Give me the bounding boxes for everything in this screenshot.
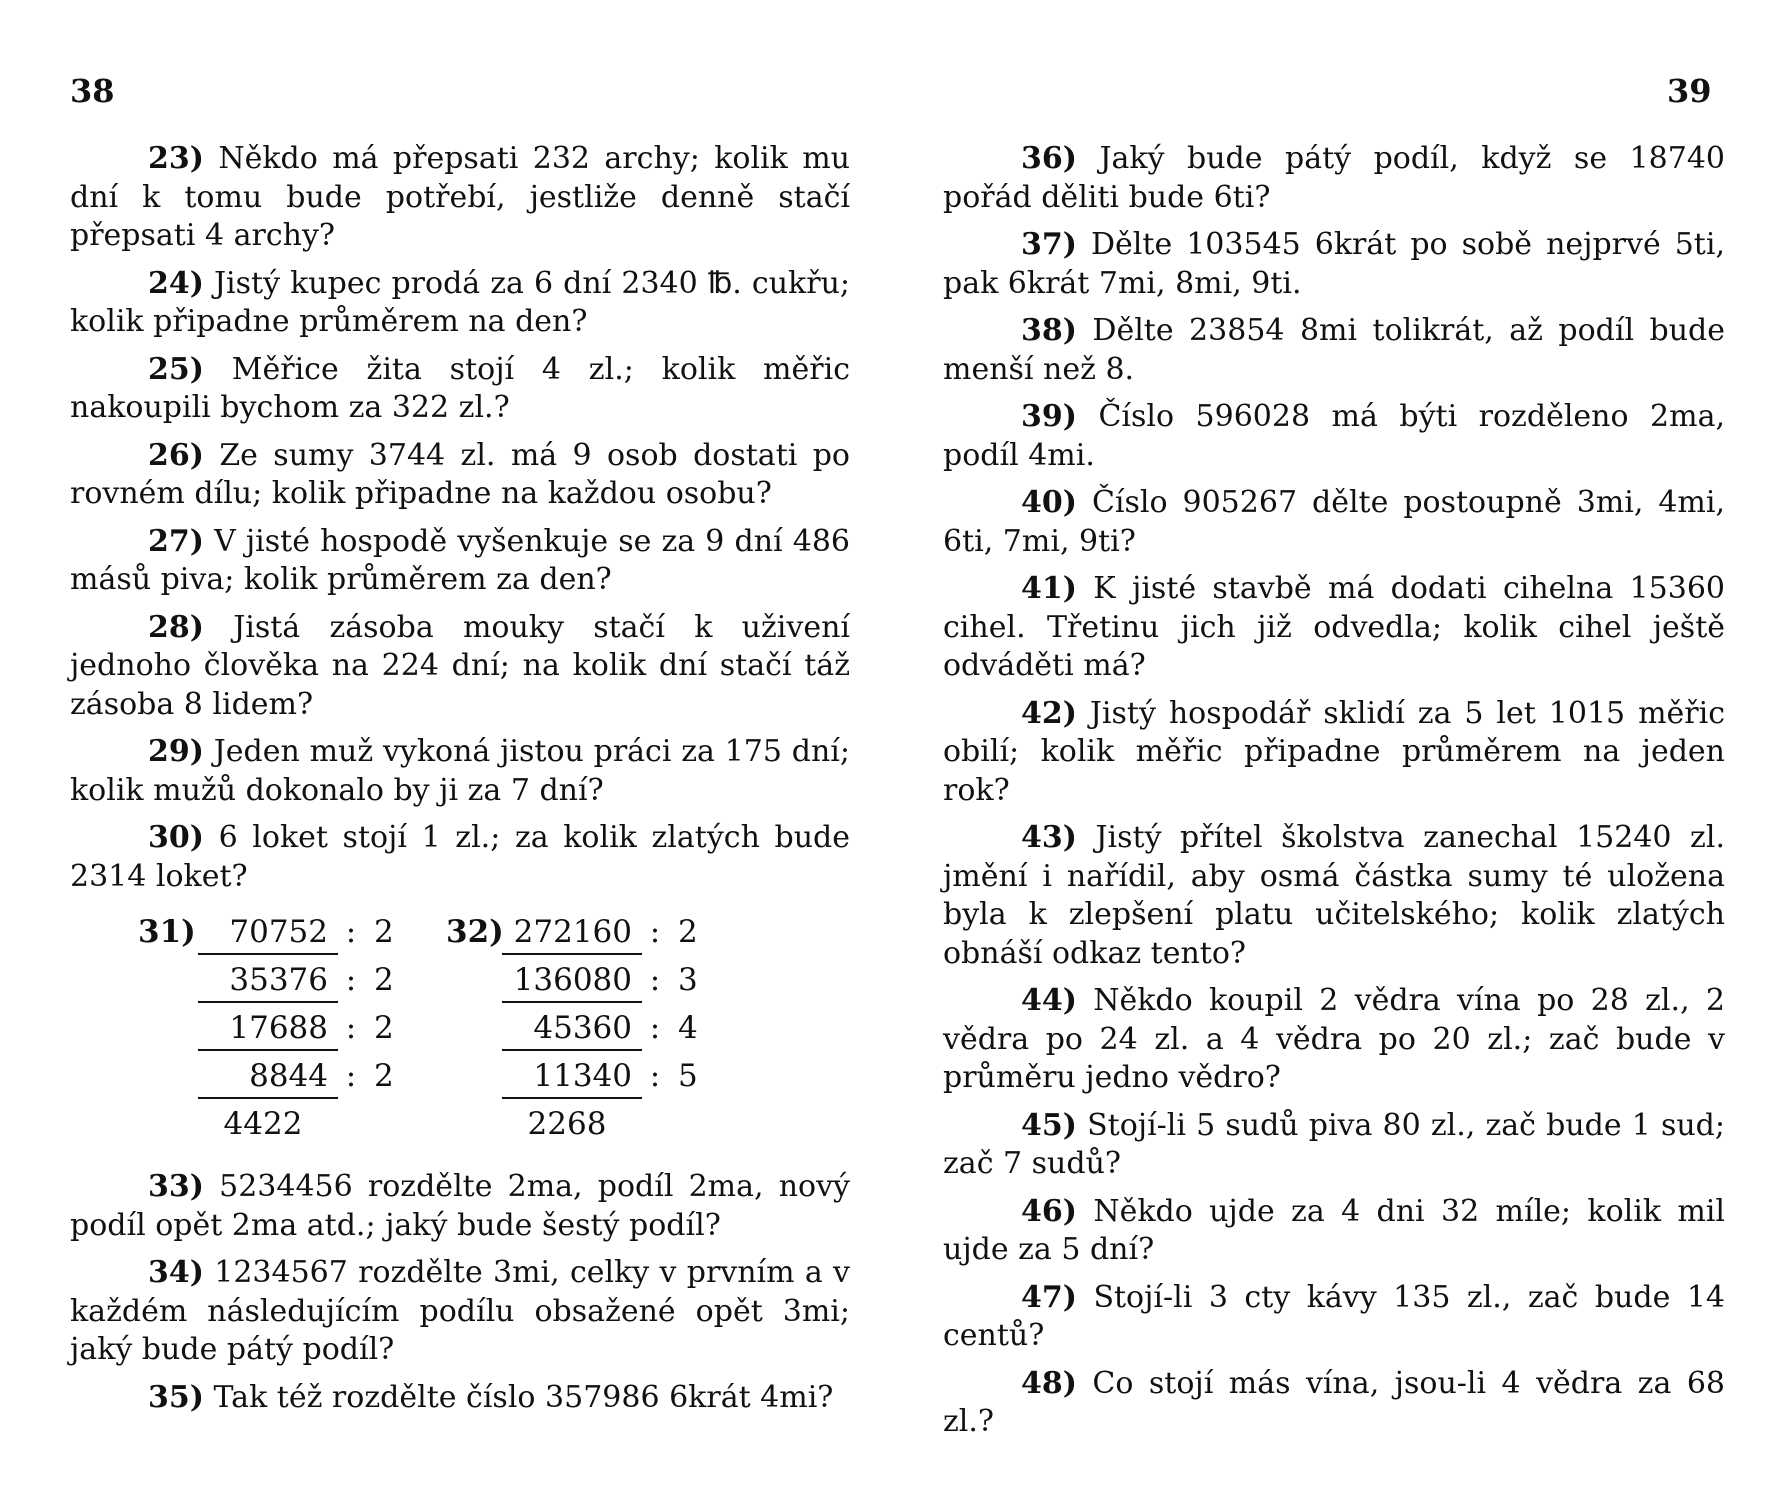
division-rule: [198, 1097, 338, 1099]
problem-number: 44): [1021, 983, 1077, 1018]
problem-item: [70, 1254, 850, 1370]
problem-text: Co stojí más vína, jsou-li 4 vědra za 68 zl.?: [943, 1365, 1725, 1439]
problem-number: 28): [148, 609, 204, 645]
problem-text: Měřice žita stojí 4 zl.; kolik měřic nakoupili bychom za 322 zl.?: [70, 351, 850, 425]
problem-item: [943, 398, 1725, 475]
colon: :: [345, 1010, 357, 1046]
colon: :: [345, 1058, 357, 1094]
problem-number: 38): [1021, 313, 1077, 348]
problem-number: 25): [148, 351, 204, 387]
right-column: [943, 140, 1725, 1451]
problem-item: [943, 819, 1725, 973]
problem-number: 43): [1021, 820, 1077, 855]
problem-item: [943, 1193, 1725, 1270]
problem-item: [70, 523, 850, 600]
problem-text: K jisté stavbě má dodati cihelna 15360 cihel. Třetinu jich již odvedla; kolik cihel ještě odváděti má?: [943, 571, 1725, 683]
problem-text: Jaký bude pátý podíl, když se 18740 pořád děliti bude 6ti?: [943, 141, 1726, 215]
problem-number: 35): [148, 1379, 204, 1415]
colon: :: [649, 1010, 661, 1046]
problem-text: 6 loket stojí 1 zl.; za kolik zlatých bude 2314 loket?: [70, 820, 850, 894]
problem-list: [70, 140, 850, 896]
problem-number: 24): [148, 265, 204, 301]
problem-item: [70, 265, 850, 342]
problem-list: [70, 1168, 850, 1417]
problem-item: [70, 140, 850, 256]
division-rule: [502, 953, 642, 955]
divisor: 2: [374, 914, 394, 950]
division-rule: [502, 1049, 642, 1051]
problem-item: [943, 226, 1725, 303]
dividend: 8844: [249, 1058, 328, 1094]
divisor: 2: [678, 914, 698, 950]
problem-text: 1234567 rozdělte 3mi, celky v prvním a v každém následujícím podílu obsažené opět 3mi; jaký bude pátý podíl?: [70, 1255, 850, 1367]
problem-number: 26): [148, 437, 204, 473]
problem-item: [70, 1168, 850, 1245]
problem-text: Ze sumy 3744 zl. má 9 osob dostati po rovném dílu; kolik připadne na každou osobu?: [70, 437, 850, 511]
division-exercises: [70, 908, 850, 1146]
problem-number: 29): [148, 734, 204, 769]
left-column: [70, 140, 850, 1426]
problem-item: [943, 1279, 1725, 1356]
problem-text: Tak též rozdělte číslo 357986 6krát 4mi?: [213, 1379, 834, 1415]
division-row: [198, 1004, 404, 1052]
problem-text: V jisté hospodě vyšenkuje se za 9 dní 486 másů piva; kolik průměrem za den?: [70, 523, 850, 597]
problem-item: [943, 982, 1725, 1098]
problem-item: [943, 484, 1725, 561]
problem-number: 46): [1021, 1193, 1077, 1229]
dividend: 136080: [513, 962, 632, 998]
problem-list: [943, 140, 1725, 1442]
problem-number: 30): [148, 820, 204, 855]
problem-text: Jistý kupec prodá za 6 dní 2340 ℔. cukřu; kolik připadne průměrem na den?: [70, 265, 850, 339]
divisor: 5: [678, 1058, 698, 1094]
problem-item: [70, 437, 850, 514]
division-rule: [198, 1049, 338, 1051]
division-row: [502, 908, 708, 956]
division-result-row: [198, 1100, 404, 1148]
problem-number: 27): [148, 523, 204, 559]
colon: :: [345, 962, 357, 998]
dividend: 45360: [533, 1010, 632, 1046]
problem-number: 41): [1021, 571, 1077, 606]
problem-number: 47): [1021, 1279, 1077, 1315]
division-ladder: [198, 908, 404, 1148]
colon: :: [649, 1058, 661, 1094]
dividend: 35376: [229, 962, 328, 998]
problem-number: 45): [1021, 1107, 1077, 1143]
division-rule: [502, 1097, 642, 1099]
colon: :: [649, 962, 661, 998]
dividend: 17688: [229, 1010, 328, 1046]
problem-number: 37): [1021, 227, 1077, 262]
problem-text: Jistý přítel školstva zanechal 15240 zl. jmění i nařídil, aby osmá částka sumy té uložena byla k zlepšení platu učitelského; kolik zlatých obnáší odkaz tento?: [943, 820, 1725, 971]
division-row: [502, 1004, 708, 1052]
problem-item: [943, 140, 1725, 217]
problem-item: [943, 570, 1725, 686]
dividend: 272160: [513, 914, 632, 950]
problem-text: Jistý hospodář sklidí za 5 let 1015 měřic obilí; kolik měřic připadne průměrem na jeden rok?: [943, 695, 1726, 808]
division-row: [502, 1052, 708, 1100]
division-result: 4422: [223, 1106, 303, 1142]
divisor: 2: [374, 1058, 394, 1094]
problem-number: 36): [1021, 141, 1077, 176]
problem-text: Někdo má přepsati 232 archy; kolik mu dní k tomu bude potřebí, jestliže denně stačí přepsati 4 archy?: [70, 141, 850, 253]
division-row: [198, 1052, 404, 1100]
division-result-row: [502, 1100, 708, 1148]
division-rule: [198, 953, 338, 955]
problem-item: [70, 1379, 850, 1418]
problem-number: 23): [148, 141, 204, 176]
exercise-label: 32): [446, 914, 504, 950]
colon: :: [345, 914, 357, 950]
problem-text: Číslo 596028 má býti rozděleno 2ma, podíl 4mi.: [943, 399, 1725, 473]
division-row: [502, 956, 708, 1004]
problem-text: Jistá zásoba mouky stačí k uživení jednoho člověka na 224 dní; na kolik dní stačí táž zásoba 8 lidem?: [70, 609, 850, 722]
page-number: 39: [1667, 72, 1712, 110]
division-rule: [502, 1001, 642, 1003]
problem-item: [943, 312, 1725, 389]
problem-text: Někdo ujde za 4 dni 32 míle; kolik mil ujde za 5 dní?: [943, 1193, 1725, 1267]
problem-text: Číslo 905267 dělte postoupně 3mi, 4mi, 6ti, 7mi, 9ti?: [943, 485, 1725, 559]
problem-text: Stojí-li 3 cty kávy 135 zl., zač bude 14 centů?: [943, 1279, 1725, 1353]
problem-number: 34): [148, 1255, 204, 1290]
page-number: 38: [70, 72, 115, 110]
problem-item: [70, 819, 850, 896]
problem-item: [943, 1107, 1725, 1184]
division-rule: [198, 1001, 338, 1003]
problem-number: 48): [1021, 1365, 1077, 1401]
divisor: 3: [678, 962, 698, 998]
problem-text: Stojí-li 5 sudů piva 80 zl., zač bude 1 sud; zač 7 sudů?: [943, 1107, 1725, 1181]
divisor: 2: [374, 962, 394, 998]
problem-item: [943, 695, 1725, 811]
right-page: [887, 0, 1774, 1500]
dividend: 70752: [229, 914, 328, 950]
problem-item: [70, 351, 850, 428]
divisor: 2: [374, 1010, 394, 1046]
problem-text: Dělte 103545 6krát po sobě nejprvé 5ti, pak 6krát 7mi, 8mi, 9ti.: [943, 227, 1725, 301]
divisor: 4: [678, 1010, 698, 1046]
problem-text: Dělte 23854 8mi tolikrát, až podíl bude menší než 8.: [943, 313, 1725, 387]
problem-item: [70, 733, 850, 810]
division-ladder: [502, 908, 708, 1148]
problem-number: 42): [1021, 695, 1077, 731]
dividend: 11340: [533, 1058, 632, 1094]
problem-number: 40): [1021, 485, 1077, 520]
division-result: 2268: [527, 1106, 607, 1142]
colon: :: [649, 914, 661, 950]
problem-text: 5234456 rozdělte 2ma, podíl 2ma, nový podíl opět 2ma atd.; jaký bude šestý podíl?: [70, 1169, 850, 1243]
division-row: [198, 956, 404, 1004]
problem-text: Jeden muž vykoná jistou práci za 175 dní; kolik mužů dokonalo by ji za 7 dní?: [70, 734, 850, 808]
problem-number: 33): [148, 1169, 204, 1204]
problem-item: [70, 609, 850, 725]
problem-item: [943, 1365, 1725, 1442]
problem-number: 39): [1021, 399, 1077, 434]
problem-text: Někdo koupil 2 vědra vína po 28 zl., 2 vědra po 24 zl. a 4 vědra po 20 zl.; zač bude v průměru jedno vědro?: [943, 983, 1725, 1095]
exercise-label: 31): [138, 914, 196, 950]
division-row: [198, 908, 404, 956]
